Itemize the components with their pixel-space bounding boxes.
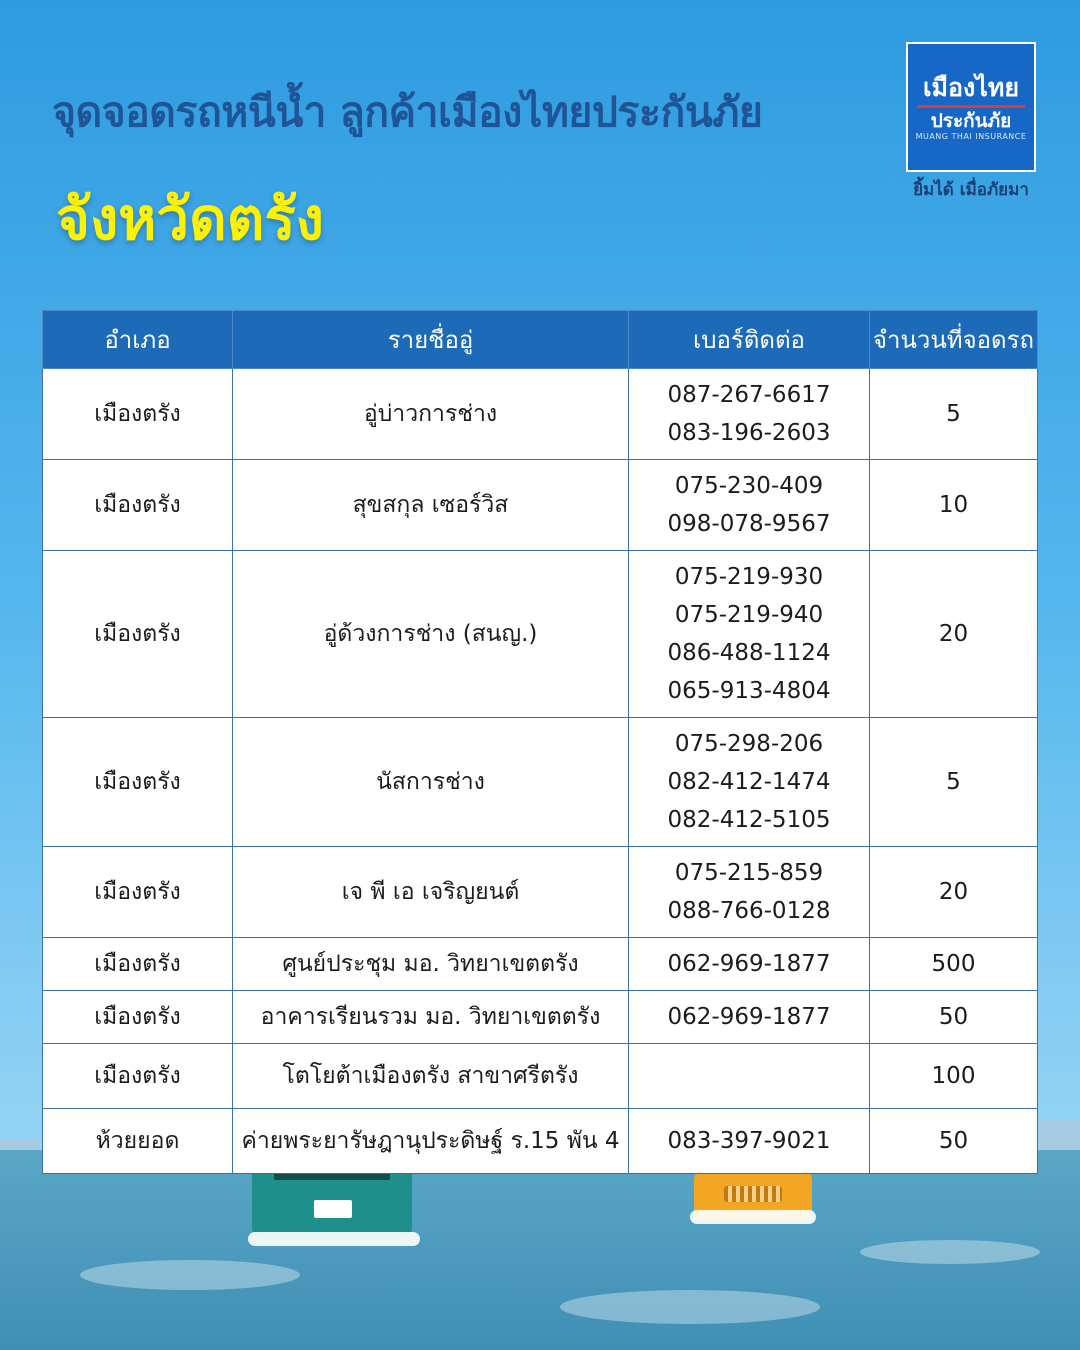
logo-tagline: ยิ้มได้ เมื่อภัยมา [913,180,1029,200]
car-grill [724,1186,782,1202]
table-row [43,847,1038,938]
phone-number[interactable]: 098-078-9567 [667,511,831,537]
phone-cell [629,1044,870,1109]
garage-name-cell: ศูนย์ประชุม มอ. วิทยาเขตตรัง [233,938,629,991]
phone-number[interactable]: 075-215-859 [674,860,824,886]
phone-cell [629,460,870,551]
table-row [43,551,1038,718]
phone-number[interactable]: 075-230-409 [674,473,824,499]
table-row [43,369,1038,460]
capacity-cell: 10 [870,460,1038,551]
column-header-phone: เบอร์ติดต่อ [629,311,870,369]
garage-name-cell: ค่ายพระยารัษฎานุประดิษฐ์ ร.15 พัน 4 [233,1109,629,1174]
column-header-capacity: จำนวนที่จอดรถ [870,311,1038,369]
parking-table [42,310,1038,1174]
logo-divider [917,105,1025,108]
garage-name-cell: อู่บ่าวการช่าง [233,369,629,460]
water-foam [248,1232,420,1246]
column-header-district: อำเภอ [43,311,233,369]
phone-number[interactable]: 088-766-0128 [667,898,831,924]
phone-cell [629,718,870,847]
district-cell: เมืองตรัง [43,369,233,460]
phone-number[interactable]: 087-267-6617 [667,382,831,408]
phone-number[interactable]: 075-219-940 [674,602,824,628]
capacity-cell: 50 [870,991,1038,1044]
phone-number[interactable]: 083-397-9021 [667,1128,831,1154]
capacity-cell: 5 [870,369,1038,460]
phone-cell [629,847,870,938]
phone-cell [629,938,870,991]
garage-name-cell: โตโยต้าเมืองตรัง สาขาศรีตรัง [233,1044,629,1109]
phone-number[interactable]: 083-196-2603 [667,420,831,446]
table-row [43,460,1038,551]
phone-number[interactable]: 082-412-1474 [667,769,831,795]
phone-number[interactable]: 065-913-4804 [667,678,831,704]
district-cell: ห้วยยอด [43,1109,233,1174]
capacity-cell: 20 [870,551,1038,718]
water-ripple [560,1290,820,1324]
garage-name-cell: นัสการช่าง [233,718,629,847]
phone-number[interactable]: 075-219-930 [674,564,824,590]
capacity-cell: 100 [870,1044,1038,1109]
capacity-cell: 20 [870,847,1038,938]
garage-name-cell: สุขสกุล เซอร์วิส [233,460,629,551]
district-cell: เมืองตรัง [43,847,233,938]
garage-name-cell: อู่ด้วงการช่าง (สนญ.) [233,551,629,718]
phone-number[interactable]: 086-488-1124 [667,640,831,666]
phone-cell [629,1109,870,1174]
table-row [43,938,1038,991]
phone-number[interactable]: 082-412-5105 [667,807,831,833]
district-cell: เมืองตรัง [43,460,233,551]
district-cell: เมืองตรัง [43,938,233,991]
district-cell: เมืองตรัง [43,1044,233,1109]
logo-line-2: ประกันภัย [930,109,1012,132]
table-row [43,1044,1038,1109]
district-cell: เมืองตรัง [43,718,233,847]
capacity-cell: 5 [870,718,1038,847]
phone-cell [629,551,870,718]
district-cell: เมืองตรัง [43,551,233,718]
table-row [43,718,1038,847]
phone-number[interactable]: 075-298-206 [674,731,824,757]
water-ripple [80,1260,300,1290]
phone-cell [629,991,870,1044]
column-header-garage: รายชื่ออู่ [233,311,629,369]
table-header-row [43,311,1038,369]
water-foam [690,1210,816,1224]
capacity-cell: 50 [870,1109,1038,1174]
logo-line-1: เมืองไทย [923,72,1019,102]
phone-number[interactable]: 062-969-1877 [667,1004,831,1030]
page-title: จุดจอดรถหนีน้ำ ลูกค้าเมืองไทยประกันภัย [52,88,763,136]
garage-name-cell: อาคารเรียนรวม มอ. วิทยาเขตตรัง [233,991,629,1044]
phone-number[interactable]: 062-969-1877 [667,951,831,977]
water-ripple [860,1240,1040,1264]
table-row [43,991,1038,1044]
garage-name-cell: เจ พี เอ เจริญยนต์ [233,847,629,938]
muang-thai-logo [906,42,1036,172]
table-row [43,1109,1038,1174]
province-subtitle: จังหวัดตรัง [56,185,324,253]
district-cell: เมืองตรัง [43,991,233,1044]
phone-cell [629,369,870,460]
logo-english: MUANG THAI INSURANCE [915,131,1027,141]
car-plate [314,1200,352,1218]
capacity-cell: 500 [870,938,1038,991]
